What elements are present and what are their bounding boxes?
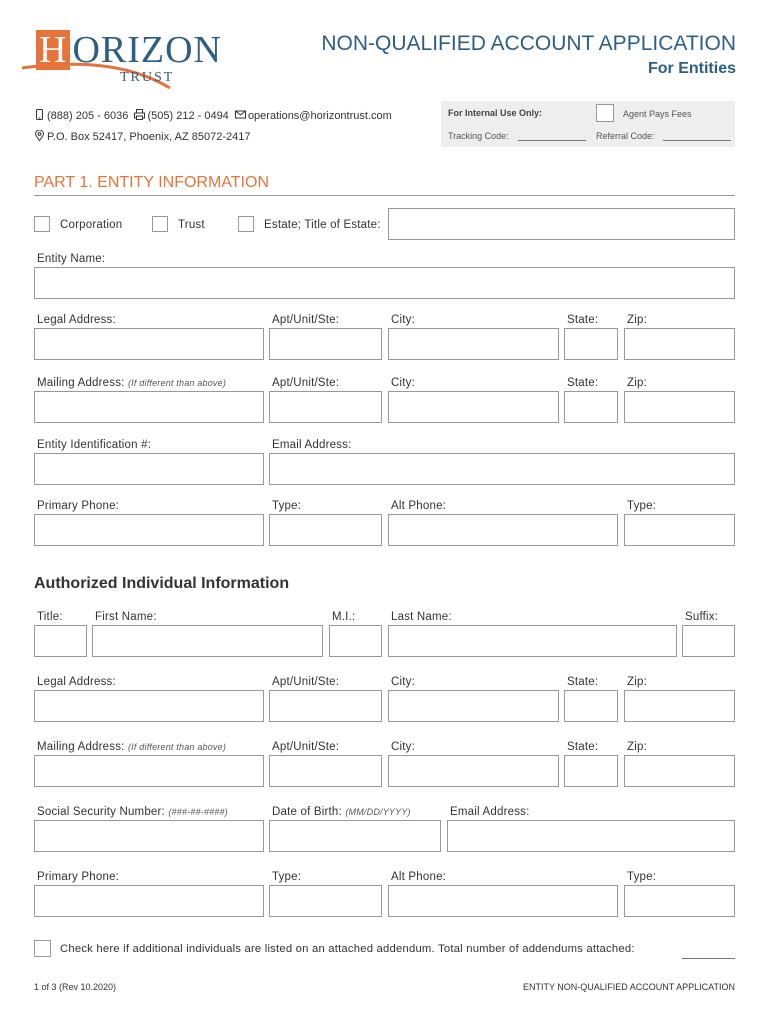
ai-ssn-text: Social Security Number: (37, 806, 165, 818)
ai-dob-label (272, 806, 411, 818)
ai-legal-address-label: Legal Address: (37, 676, 116, 688)
estate-checkbox[interactable] (238, 216, 254, 232)
phone-number[interactable]: (888) 205 - 6036 (47, 110, 129, 122)
ai-legal-state-input[interactable] (564, 690, 618, 722)
ai-mailing-apt-label: Apt/Unit/Ste: (272, 741, 340, 753)
entity-legal-city-input[interactable] (388, 328, 559, 360)
addendum-label: Check here if additional individuals are listed on an attached addendum. Total number of addendums attached: (60, 943, 635, 955)
ai-legal-address-input[interactable] (34, 690, 264, 722)
ai-last-name-input[interactable] (388, 625, 677, 657)
page-number: 1 of 3 (Rev 10.2020) (34, 982, 117, 992)
ai-alt-phone-input[interactable] (388, 885, 618, 917)
entity-email-input[interactable] (269, 453, 735, 485)
ai-legal-zip-input[interactable] (624, 690, 735, 722)
entity-mailing-address-text: Mailing Address: (37, 377, 125, 389)
ai-mailing-city-label: City: (391, 741, 415, 753)
ai-alt-type-input[interactable] (624, 885, 735, 917)
addendum-count-field[interactable] (682, 958, 735, 959)
corporation-label: Corporation (60, 219, 123, 231)
entity-mailing-zip-label: Zip: (627, 377, 647, 389)
ai-last-name-label: Last Name: (391, 611, 452, 623)
form-name-footer: ENTITY NON-QUALIFIED ACCOUNT APPLICATION (522, 982, 735, 992)
entity-legal-city-label: City: (391, 314, 415, 326)
ai-alt-type-label: Type: (627, 871, 657, 883)
phone-icon (34, 109, 45, 120)
ai-phone-type-label: Type: (272, 871, 302, 883)
logo-letter-h: H (36, 30, 70, 70)
ai-mi-label: M.I.: (332, 611, 356, 623)
entity-id-label: Entity Identification #: (37, 439, 152, 451)
ai-first-name-label: First Name: (95, 611, 157, 623)
ai-legal-city-input[interactable] (388, 690, 559, 722)
ai-legal-apt-label: Apt/Unit/Ste: (272, 676, 340, 688)
form-subtitle: For Entities (647, 60, 736, 77)
entity-name-label: Entity Name: (37, 253, 106, 265)
fax-icon (134, 109, 145, 120)
internal-use-panel (441, 101, 735, 147)
address-line (34, 130, 250, 143)
ai-ssn-note: (###-##-####) (168, 807, 228, 817)
entity-phone-type-label: Type: (272, 500, 302, 512)
trust-checkbox[interactable] (152, 216, 168, 232)
referral-code-label: Referral Code: (596, 131, 655, 141)
form-title: NON-QUALIFIED ACCOUNT APPLICATION (321, 32, 736, 55)
entity-alt-phone-input[interactable] (388, 514, 618, 546)
estate-title-input[interactable] (388, 208, 735, 240)
ai-email-label: Email Address: (450, 806, 530, 818)
ai-mailing-zip-input[interactable] (624, 755, 735, 787)
entity-mailing-address-input[interactable] (34, 391, 264, 423)
entity-legal-state-input[interactable] (564, 328, 618, 360)
ai-mailing-apt-input[interactable] (269, 755, 382, 787)
entity-email-label: Email Address: (272, 439, 352, 451)
ai-dob-note: (MM/DD/YYYY) (345, 807, 411, 817)
logo-wordmark (36, 30, 222, 70)
entity-mailing-city-input[interactable] (388, 391, 559, 423)
ai-mailing-address-text: Mailing Address: (37, 741, 125, 753)
entity-phone-type-input[interactable] (269, 514, 382, 546)
ai-mailing-state-label: State: (567, 741, 599, 753)
entity-legal-address-label: Legal Address: (37, 314, 116, 326)
entity-alt-type-input[interactable] (624, 514, 735, 546)
ai-mailing-city-input[interactable] (388, 755, 559, 787)
ai-legal-city-label: City: (391, 676, 415, 688)
entity-id-input[interactable] (34, 453, 264, 485)
entity-alt-phone-label: Alt Phone: (391, 500, 447, 512)
ai-suffix-input[interactable] (682, 625, 735, 657)
entity-mailing-zip-input[interactable] (624, 391, 735, 423)
entity-name-input[interactable] (34, 267, 735, 299)
ai-first-name-input[interactable] (92, 625, 323, 657)
entity-mailing-note: (If different than above) (127, 378, 227, 388)
ai-mailing-note: (If different than above) (127, 742, 227, 752)
email-link[interactable]: operations@horizontrust.com (247, 110, 392, 122)
ai-title-input[interactable] (34, 625, 87, 657)
ai-mailing-zip-label: Zip: (627, 741, 647, 753)
entity-mailing-apt-input[interactable] (269, 391, 382, 423)
entity-legal-state-label: State: (567, 314, 599, 326)
entity-legal-apt-input[interactable] (269, 328, 382, 360)
ai-mailing-address-input[interactable] (34, 755, 264, 787)
ai-legal-state-label: State: (567, 676, 599, 688)
location-pin-icon (34, 130, 45, 141)
trust-label: Trust (178, 219, 205, 231)
ai-phone-type-input[interactable] (269, 885, 382, 917)
entity-mailing-apt-label: Apt/Unit/Ste: (272, 377, 340, 389)
estate-label: Estate; Title of Estate: (264, 219, 381, 231)
entity-primary-phone-label: Primary Phone: (37, 500, 120, 512)
corporation-checkbox[interactable] (34, 216, 50, 232)
ai-alt-phone-label: Alt Phone: (391, 871, 447, 883)
ai-primary-phone-input[interactable] (34, 885, 264, 917)
internal-use-heading: For Internal Use Only: (448, 108, 543, 118)
agent-pays-fees-checkbox[interactable] (596, 104, 614, 122)
ai-dob-input[interactable] (269, 820, 441, 852)
fax-number: (505) 212 - 0494 (147, 110, 229, 122)
contact-line (34, 109, 392, 122)
authorized-individual-heading: Authorized Individual Information (34, 575, 290, 592)
logo-letters: ORIZON (72, 29, 222, 71)
referral-code-field[interactable] (663, 140, 731, 141)
entity-alt-type-label: Type: (627, 500, 657, 512)
ai-email-input[interactable] (447, 820, 735, 852)
entity-mailing-state-input[interactable] (564, 391, 618, 423)
ai-title-label: Title: (37, 611, 63, 623)
entity-legal-zip-label: Zip: (627, 314, 647, 326)
ai-mailing-address-label (37, 741, 226, 753)
tracking-code-field[interactable] (518, 140, 586, 141)
ai-ssn-label (37, 806, 228, 818)
ai-dob-text: Date of Birth: (272, 806, 342, 818)
entity-mailing-address-label (37, 377, 226, 389)
ai-primary-phone-label: Primary Phone: (37, 871, 120, 883)
ai-legal-zip-label: Zip: (627, 676, 647, 688)
entity-legal-address-input[interactable] (34, 328, 264, 360)
entity-legal-apt-label: Apt/Unit/Ste: (272, 314, 340, 326)
agent-pays-fees-label: Agent Pays Fees (623, 109, 692, 119)
section-divider (34, 195, 735, 196)
envelope-icon (235, 109, 246, 120)
part1-title: PART 1. ENTITY INFORMATION (34, 174, 269, 191)
ai-suffix-label: Suffix: (685, 611, 719, 623)
mailing-address: P.O. Box 52417, Phoenix, AZ 85072-2417 (47, 131, 251, 143)
ai-ssn-input[interactable] (34, 820, 264, 852)
addendum-checkbox[interactable] (34, 940, 51, 957)
logo-subtitle: TRUST (120, 70, 175, 85)
ai-legal-apt-input[interactable] (269, 690, 382, 722)
entity-legal-zip-input[interactable] (624, 328, 735, 360)
ai-mailing-state-input[interactable] (564, 755, 618, 787)
entity-primary-phone-input[interactable] (34, 514, 264, 546)
tracking-code-label: Tracking Code: (448, 131, 509, 141)
entity-mailing-state-label: State: (567, 377, 599, 389)
ai-mi-input[interactable] (329, 625, 382, 657)
entity-mailing-city-label: City: (391, 377, 415, 389)
